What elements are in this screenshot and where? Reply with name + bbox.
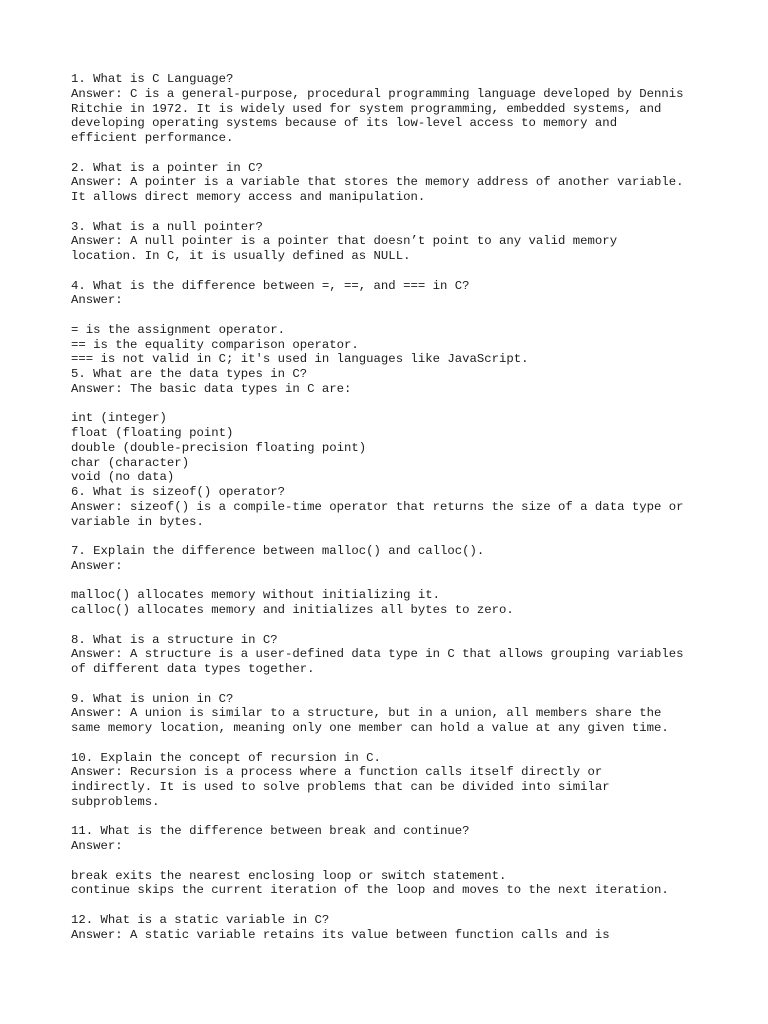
question-line: 5. What are the data types in C? xyxy=(71,367,308,381)
blank-line xyxy=(71,264,731,279)
answer-line: Answer: The basic data types in C are: xyxy=(71,381,352,396)
qa-block xyxy=(71,751,731,825)
qa-block xyxy=(71,692,731,751)
qa-block xyxy=(71,279,731,323)
answer-line: Answer: C is a general-purpose, procedural programming language developed by Dennis xyxy=(71,86,684,101)
qa-block xyxy=(71,411,731,485)
qa-block xyxy=(71,824,731,868)
question-line: 4. What is the difference between =, ==, and === in C? xyxy=(71,278,470,293)
blank-line xyxy=(71,529,731,544)
answer-line: = is the assignment operator. xyxy=(71,322,286,337)
answer-line: malloc() allocates memory without initializing it. xyxy=(71,588,440,603)
blank-line xyxy=(71,146,731,161)
answer-line: Answer: Recursion is a process where a function calls itself directly or xyxy=(71,765,603,780)
blank-line xyxy=(71,898,731,913)
question-line: 2. What is a pointer in C? xyxy=(71,160,263,175)
blank-line xyxy=(71,397,731,412)
answer-line: It allows direct memory access and manipulation. xyxy=(71,190,426,204)
answer-line: location. In C, it is usually defined as NULL. xyxy=(71,249,411,263)
answer-line: Answer: xyxy=(71,293,123,308)
question-line: 1. What is C Language? xyxy=(71,72,234,86)
qa-block xyxy=(71,588,731,632)
question-line: 12. What is a static variable in C? xyxy=(71,912,330,927)
question-line: 7. Explain the difference between malloc() and calloc(). xyxy=(71,544,485,558)
qa-block xyxy=(71,633,731,692)
answer-line: Answer: A null pointer is a pointer that doesn’t point to any valid memory xyxy=(71,234,618,249)
answer-line: == is the equality comparison operator. xyxy=(71,337,359,352)
blank-line xyxy=(71,677,731,692)
question-line: 6. What is sizeof() operator? xyxy=(71,485,286,499)
answer-line: Answer: xyxy=(71,558,123,573)
qa-block xyxy=(71,161,731,220)
answer-line: char (character) xyxy=(71,455,190,470)
answer-line: Answer: xyxy=(71,839,123,853)
blank-line xyxy=(71,810,731,825)
answer-line: subproblems. xyxy=(71,794,160,809)
document-page xyxy=(71,72,731,942)
answer-line: double (double-precision floating point) xyxy=(71,440,367,455)
blank-line xyxy=(71,854,731,869)
question-line: 11. What is the difference between break and continue? xyxy=(71,824,470,839)
qa-block xyxy=(71,72,731,161)
question-line: 9. What is union in C? xyxy=(71,691,234,706)
question-line: 3. What is a null pointer? xyxy=(71,219,263,234)
answer-line: indirectly. It is used to solve problems that can be divided into similar xyxy=(71,780,610,794)
answer-line: efficient performance. xyxy=(71,131,234,145)
answer-line: Answer: A structure is a user-defined data type in C that allows grouping variables xyxy=(71,647,684,662)
blank-line xyxy=(71,308,731,323)
blank-line xyxy=(71,205,731,220)
answer-line: void (no data) xyxy=(71,470,175,485)
qa-block xyxy=(71,323,731,367)
question-line: 10. Explain the concept of recursion in C. xyxy=(71,750,381,765)
qa-block xyxy=(71,485,731,544)
question-line: 8. What is a structure in C? xyxy=(71,632,278,647)
answer-line: Answer: A static variable retains its value between function calls and is xyxy=(71,927,610,942)
qa-block xyxy=(71,544,731,588)
answer-line: of different data types together. xyxy=(71,662,315,676)
qa-block xyxy=(71,367,731,411)
answer-line: Ritchie in 1972. It is widely used for system programming, embedded systems, and xyxy=(71,101,662,116)
answer-line: same memory location, meaning only one member can hold a value at any given time. xyxy=(71,721,669,735)
answer-line: continue skips the current iteration of the loop and moves to the next iteration. xyxy=(71,883,669,898)
answer-line: developing operating systems because of its low-level access to memory and xyxy=(71,116,618,131)
answer-line: variable in bytes. xyxy=(71,514,204,529)
answer-line: break exits the nearest enclosing loop or switch statement. xyxy=(71,868,507,883)
answer-line: Answer: sizeof() is a compile-time operator that returns the size of a data type or xyxy=(71,499,684,514)
qa-block xyxy=(71,869,731,913)
answer-line: float (floating point) xyxy=(71,426,234,440)
blank-line xyxy=(71,574,731,589)
qa-block xyxy=(71,913,731,943)
answer-line: === is not valid in C; it's used in languages like JavaScript. xyxy=(71,352,529,367)
answer-line: Answer: A union is similar to a structure, but in a union, all members share the xyxy=(71,706,662,721)
answer-line: Answer: A pointer is a variable that stores the memory address of another variable. xyxy=(71,175,684,190)
answer-line: int (integer) xyxy=(71,411,167,426)
qa-block xyxy=(71,220,731,279)
blank-line xyxy=(71,618,731,633)
answer-line: calloc() allocates memory and initializes all bytes to zero. xyxy=(71,603,514,617)
blank-line xyxy=(71,736,731,751)
